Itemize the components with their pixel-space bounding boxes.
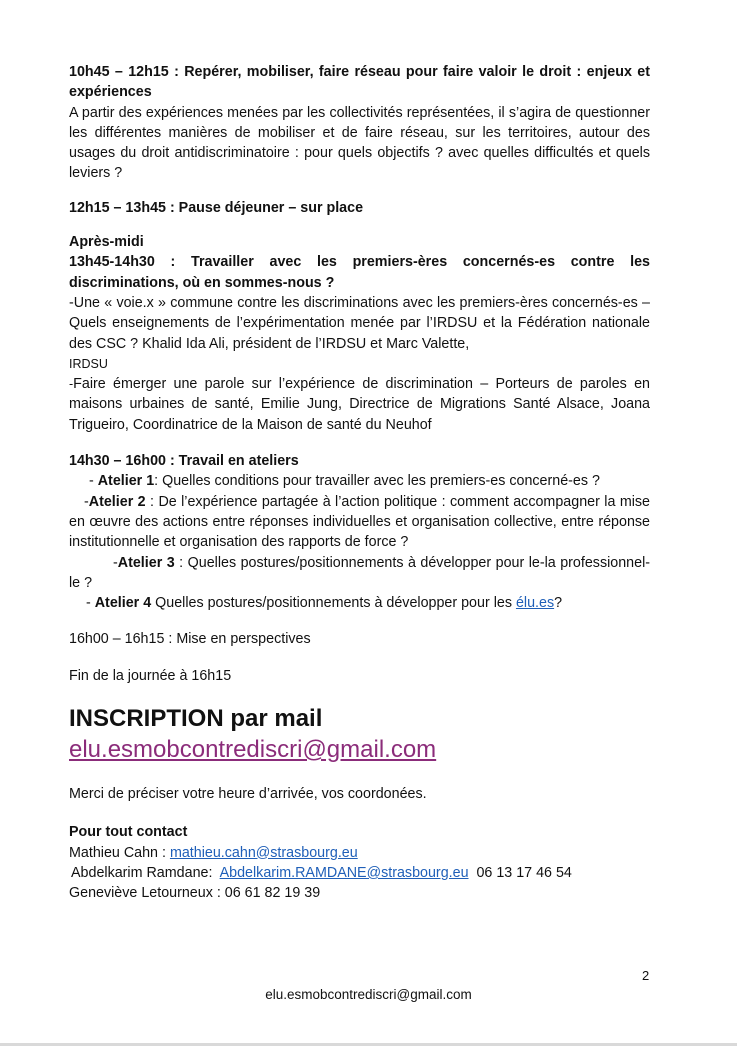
- lunch-break: 12h15 – 13h45 : Pause déjeuner – sur place: [69, 199, 364, 216]
- inscription-note: Merci de préciser votre heure d’arrivée, vos coordonées.: [69, 786, 427, 803]
- contact-1-email-link[interactable]: mathieu.cahn@strasbourg.eu: [169, 844, 358, 861]
- footer-email: elu.esmobcontrediscri@gmail.com: [265, 987, 472, 1002]
- workshop-2-prefix: -: [84, 493, 89, 510]
- workshop-3: [69, 553, 650, 594]
- bottom-divider: [0, 1043, 737, 1046]
- workshop-4-end: ?: [554, 595, 563, 612]
- contact-2-phone: 06 13 17 46 54: [468, 864, 572, 881]
- workshop-3-prefix: -: [113, 554, 118, 571]
- session-heading-afternoon: 13h45-14h30 : Travailler avec les premiers-ères concernés-es contre les discriminations, où en sommes-nous ?: [69, 254, 650, 291]
- contact-heading: Pour tout contact: [69, 824, 188, 841]
- workshops-heading: 14h30 – 16h00 : Travail en ateliers: [69, 453, 299, 470]
- contact-3: Geneviève Letourneux : 06 61 82 19 39: [69, 885, 321, 902]
- workshop-4-label: Atelier 4: [94, 595, 152, 612]
- workshop-4: [69, 593, 650, 613]
- workshop-1: [69, 471, 650, 491]
- afternoon-label: Après-midi: [69, 234, 144, 251]
- contact-2-name: Abdelkarim Ramdane:: [71, 864, 220, 881]
- session-description-morning: A partir des expériences menées par les collectivités représentées, il s’agira de questionner les différentes manières de mobiliser et de faire réseau, sur les territoires, autour des usages du droit antidiscriminatoire : pour quels objectifs ? avec quelles difficultés et quels leviers ?: [69, 104, 650, 182]
- contact-2-email-link[interactable]: Abdelkarim.RAMDANE@strasbourg.eu: [219, 864, 469, 881]
- afternoon-item-1-main: -Une « voie.x » commune contre les discriminations avec les premiers-ères concernés-es – Quels enseignements de l’expérimentation menée par l’IRDSU et la Fédération nationale des CSC ? Khalid Ida Ali, président de l’IRDSU et Marc Valette,: [69, 294, 650, 352]
- page-number: 2: [642, 968, 650, 983]
- perspectives: 16h00 – 16h15 : Mise en perspectives: [69, 631, 311, 648]
- workshop-1-text: : Quelles conditions pour travailler avec les premiers-es concerné-es ?: [154, 473, 600, 490]
- end-of-day: Fin de la journée à 16h15: [69, 667, 232, 684]
- contact-2: [69, 863, 650, 883]
- session-heading-morning: 10h45 – 12h15 : Repérer, mobiliser, faire réseau pour faire valoir le droit : enjeux et expériences: [69, 64, 650, 101]
- workshop-1-prefix: -: [89, 473, 98, 490]
- afternoon-item-2: [69, 374, 650, 435]
- workshop-3-label: Atelier 3: [117, 554, 175, 571]
- workshop-3-text: : Quelles postures/positionnements à développer pour le-la professionnel-le ?: [69, 554, 651, 591]
- workshop-2: [69, 492, 650, 553]
- page-content: [69, 62, 650, 904]
- inscription-title: INSCRIPTION par mail: [69, 705, 323, 733]
- afternoon-item-2-dash: -: [69, 377, 74, 392]
- workshop-4-text: Quelles postures/positionnements à développer pour les: [151, 595, 516, 612]
- workshop-1-label: Atelier 1: [97, 473, 155, 490]
- inscription-email-link[interactable]: elu.esmobcontrediscri@gmail.com: [69, 736, 437, 764]
- afternoon-item-1-tail: IRDSU: [69, 356, 108, 371]
- afternoon-item-1: [69, 293, 650, 374]
- workshop-2-label: Atelier 2: [88, 493, 146, 510]
- contact-1: [69, 843, 650, 863]
- workshop-4-prefix: -: [86, 595, 95, 612]
- workshop-2-text: : De l’expérience partagée à l’action politique : comment accompagner la mise en œuvre des actions entre réponses individuelles et organisation collective, entre réponse institutionnelle et organisation des rapports de force ?: [69, 493, 650, 551]
- contact-1-name: Mathieu Cahn :: [69, 844, 170, 861]
- elu-es-link[interactable]: élu.es: [515, 595, 555, 612]
- afternoon-item-2-text: Faire émerger une parole sur l’expérience de discrimination – Porteurs de paroles en maisons urbaines de santé, Emilie Jung, Directrice de Migrations Santé Alsace, Joana Trigueiro, Coordinatrice de la Maison de santé du Neuhof: [69, 376, 650, 433]
